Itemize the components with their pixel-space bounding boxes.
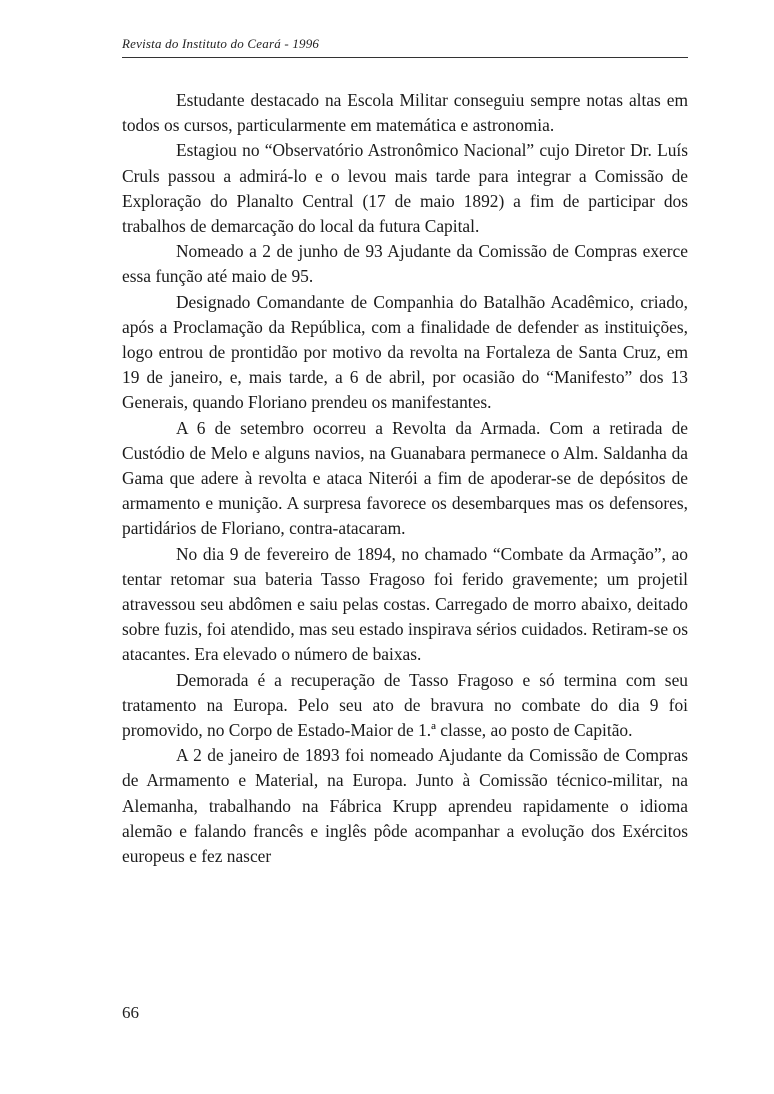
paragraph: Demorada é a recuperação de Tasso Fragoso e só termina com seu tratamento na Europa. Pelo seu ato de bravura no combate do dia 9 foi promovido, no Corpo de Estado-Maior de 1.ª classe, ao posto de Capitão. <box>122 669 688 741</box>
paragraph: Nomeado a 2 de junho de 93 Ajudante da Comissão de Compras exerce essa função até maio de 95. <box>122 241 688 287</box>
page-number: 66 <box>122 1003 139 1022</box>
body-text <box>122 88 688 869</box>
header-rule <box>122 57 688 58</box>
paragraph: A 6 de setembro ocorreu a Revolta da Armada. Com a retirada de Custódio de Melo e alguns navios, na Guanabara permanece o Alm. Saldanha da Gama que adere à revolta e ataca Niterói a fim de apoderar-se de depósitos de armamento e munição. A surpresa favorece os desembarques mas os defensores, partidários de Floriano, contra-atacaram. <box>122 417 688 539</box>
paragraph: Estudante destacado na Escola Militar conseguiu sempre notas altas em todos os cursos, particularmente em matemática e astronomia. <box>122 90 688 136</box>
running-header: Revista do Instituto do Ceará - 1996 <box>122 36 320 51</box>
paragraph: A 2 de janeiro de 1893 foi nomeado Ajudante da Comissão de Compras de Armamento e Material, na Europa. Junto à Comissão técnico-militar, na Alemanha, trabalhando na Fábrica Krupp aprendeu rapidamente o idioma alemão e falando francês e inglês pôde acompanhar a evolução dos Exércitos europeus e fez nascer <box>122 745 688 867</box>
paragraph: Estagiou no “Observatório Astronômico Nacional” cujo Diretor Dr. Luís Cruls passou a admirá-lo e o levou mais tarde para integrar a Comissão de Exploração do Planalto Central (17 de maio 1892) a fim de participar dos trabalhos de demarcação do local da futura Capital. <box>122 140 688 237</box>
paragraph: Designado Comandante de Companhia do Batalhão Acadêmico, criado, após a Proclamação da República, com a finalidade de defender as instituições, logo entrou de prontidão por motivo da revolta na Fortaleza de Santa Cruz, em 19 de janeiro, e, mais tarde, a 6 de abril, por ocasião do “Manifesto” dos 13 Generais, quando Floriano prendeu os manifestantes. <box>122 291 688 413</box>
paragraph: No dia 9 de fevereiro de 1894, no chamado “Combate da Armação”, ao tentar retomar sua bateria Tasso Fragoso foi ferido gravemente; um projetil atravessou seu abdômen e saiu pelas costas. Carregado de morro abaixo, deitado sobre fuzis, foi atendido, mas seu estado inspirava sérios cuidados. Retiram-se os atacantes. Era elevado o número de baixas. <box>122 543 688 665</box>
